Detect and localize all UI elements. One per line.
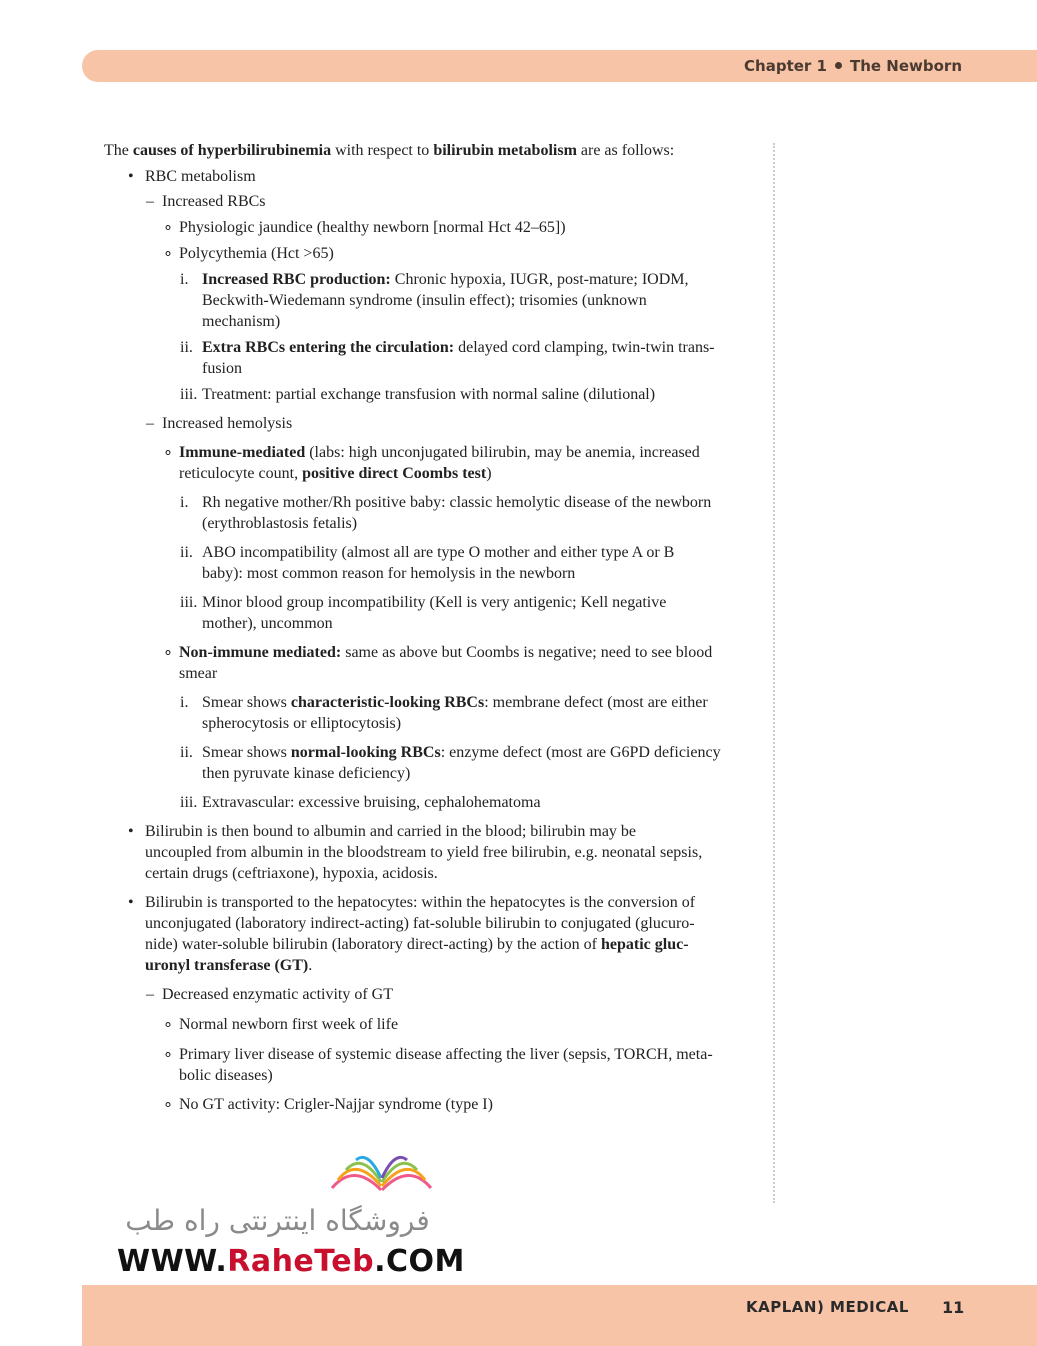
chapter-label: Chapter 1 — [744, 57, 827, 75]
list-item: ii. ABO incompatibility (almost all are type O mother and either type A or B baby): most common reason for hemolysis in the newborn — [180, 544, 675, 582]
list-item: ∘ Primary liver disease of systemic disease affecting the liver (sepsis, TORCH, meta- bolic diseases) — [163, 1046, 713, 1084]
list-item: iii. Minor blood group incompatibility (Kell is very antigenic; Kell negative mother), uncommon — [180, 594, 667, 632]
list-item: – Decreased enzymatic activity of GT — [146, 986, 393, 1003]
list-item: • RBC metabolism — [128, 168, 256, 185]
running-header — [744, 57, 962, 75]
list-item: • Bilirubin is transported to the hepatocytes: within the hepatocytes is the conversion of unconjugated (laboratory indirect-acting) fat-soluble bilirubin to conjugated (glucuro- nide) water-soluble bilirubin (laboratory direct-acting) by the action of hepatic gluc- uronyl transferase (GT). — [128, 894, 696, 974]
page-number: 11 — [942, 1298, 965, 1317]
list-item: • Bilirubin is then bound to albumin and carried in the blood; bilirubin may be uncoupled from albumin in the bloodstream to yield free bilirubin, e.g. neonatal sepsis, certain drugs (ceftriaxone), hypoxia, acidosis. — [128, 823, 703, 882]
watermark-url: WWW.RaheTeb.COM — [117, 1244, 465, 1279]
list-item: ii. Extra RBCs entering the circulation: delayed cord clamping, twin-twin trans- fusion — [180, 339, 715, 377]
list-item: ∘ Non-immune mediated: same as above but Coombs is negative; need to see blood smear — [163, 644, 713, 682]
list-item: ii. Smear shows normal-looking RBCs: enzyme defect (most are G6PD deficiency then pyruvate kinase deficiency) — [180, 744, 721, 782]
list-item: iii. Treatment: partial exchange transfusion with normal saline (dilutional) — [180, 386, 656, 403]
intro-line: The causes of hyperbilirubinemia with respect to bilirubin metabolism are as follows: — [104, 142, 675, 159]
section-label: The Newborn — [849, 57, 962, 75]
list-item: – Increased RBCs — [146, 193, 266, 210]
list-item: ∘ Immune-mediated (labs: high unconjugated bilirubin, may be anemia, increased reticulocyte count, positive direct Coombs test) — [163, 444, 700, 482]
list-item: ∘ Normal newborn first week of life — [163, 1016, 399, 1033]
list-item: i. Increased RBC production: Chronic hypoxia, IUGR, post-mature; IODM, Beckwith-Wiedemann syndrome (insulin effect); trisomies (unknown mechanism) — [180, 271, 689, 330]
main-text — [104, 140, 756, 1115]
list-item: i. Rh negative mother/Rh positive baby: classic hemolytic disease of the newborn (erythroblastosis fetalis) — [180, 494, 712, 532]
margin-divider — [773, 143, 775, 1203]
list-item: i. Smear shows characteristic-looking RBCs: membrane defect (most are either spherocytosis or elliptocytosis) — [180, 694, 708, 732]
list-item: ∘ Physiologic jaundice (healthy newborn [normal Hct 42–65]) — [163, 219, 566, 236]
list-item: iii. Extravascular: excessive bruising, cephalohematoma — [180, 794, 541, 811]
bullet-dot-icon — [835, 62, 842, 69]
book-logo-icon — [324, 1150, 439, 1198]
list-item: ∘ No GT activity: Crigler-Najjar syndrome (type I) — [163, 1096, 493, 1113]
watermark-persian: فروشگاه اینترنتی راه طب — [125, 1204, 430, 1237]
list-item: ∘ Polycythemia (Hct >65) — [163, 245, 334, 262]
list-item: – Increased hemolysis — [146, 415, 293, 432]
publisher-logo: KAPLAN) MEDICAL — [746, 1298, 909, 1316]
